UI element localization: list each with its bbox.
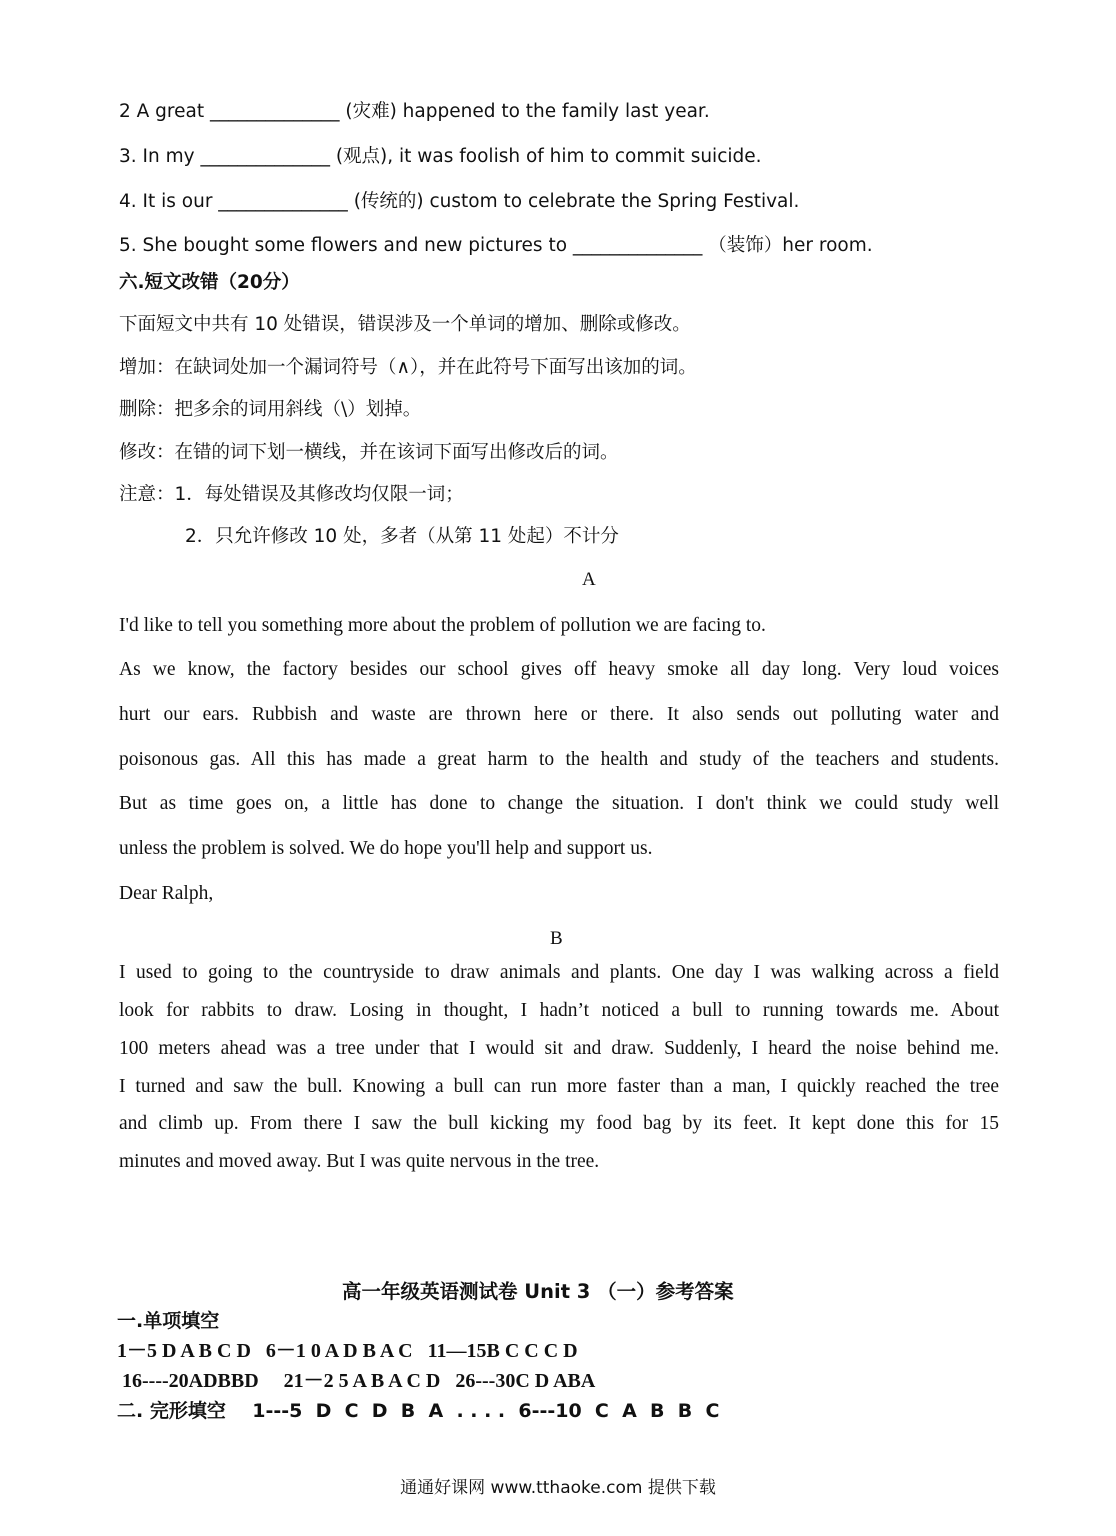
instruction-modify: 修改：在错的词下划一横线，并在该词下面写出修改后的词。	[119, 442, 619, 463]
passage-a-line: unless the problem is solved. We do hope you'll help and support us.	[119, 838, 653, 859]
blank-item-5: 5. She bought some flowers and new pictures to ______________ （装饰）her room.	[119, 235, 873, 256]
instruction-add: 增加：在缺词处加一个漏词符号（∧），并在此符号下面写出该加的词。	[119, 357, 697, 378]
blank-item-4: 4. It is our ______________ (传统的) custom to celebrate the Spring Festival.	[119, 191, 800, 212]
answer-key-title: 高一年级英语测试卷 Unit 3 （一）参考答案	[342, 1280, 734, 1303]
passage-a-label: A	[582, 569, 596, 590]
instruction-note-2: 2．只允许修改 10 处，多者（从第 11 处起）不计分	[185, 526, 619, 547]
passage-b-line: 100 meters ahead was a tree under that I would sit and draw. Suddenly, I heard the noise behind me.	[119, 1038, 999, 1059]
blank-item-3: 3. In my ______________ (观点), it was foolish of him to commit suicide.	[119, 146, 762, 167]
answer-row-cloze: 二. 完形填空 1---5 D C D B A . . . . 6---10 C A B B C	[117, 1400, 720, 1422]
passage-b-line: and climb up. From there I saw the bull kicking my food bag by its feet. It kept done this for 15	[119, 1113, 999, 1134]
passage-a-line: I'd like to tell you something more about the problem of pollution we are facing to.	[119, 615, 766, 636]
instruction-note-1: 注意：1．每处错误及其修改均仅限一词；	[119, 484, 464, 505]
answer-row: 1－5 D A B C D 6－1 0 A D B A C 11—15B C C C D	[117, 1340, 578, 1362]
passage-b-line: look for rabbits to draw. Losing in thought, I hadn’t noticed a bull to running towards me. About	[119, 1000, 999, 1021]
passage-a-line: hurt our ears. Rubbish and waste are thrown here or there. It also sends out polluting water and	[119, 704, 999, 725]
passage-b-line: I used to going to the countryside to draw animals and plants. One day I was walking across a field	[119, 962, 999, 983]
passage-a-line: As we know, the factory besides our school gives off heavy smoke all day long. Very loud voices	[119, 659, 999, 680]
passage-b-line: I turned and saw the bull. Knowing a bull can run more faster than a man, I quickly reached the tree	[119, 1076, 999, 1097]
passage-b-line: minutes and moved away. But I was quite nervous in the tree.	[119, 1151, 600, 1172]
passage-a-line: But as time goes on, a little has done to change the situation. I don't think we could study well	[119, 793, 999, 814]
instruction-delete: 删除：把多余的词用斜线（\）划掉。	[119, 399, 422, 420]
answer-row: 16----20ADBBD 21－2 5 A B A C D 26---30C D ABA	[117, 1370, 596, 1392]
footer-credit: 通通好课网 www.tthaoke.com 提供下载	[400, 1478, 716, 1498]
passage-a-line: poisonous gas. All this has made a great harm to the health and study of the teachers and students.	[119, 749, 999, 770]
section-6-heading: 六.短文改错（20分）	[119, 272, 300, 293]
instruction-line: 下面短文中共有 10 处错误，错误涉及一个单词的增加、删除或修改。	[119, 314, 691, 335]
passage-a-salutation: Dear Ralph,	[119, 883, 214, 904]
answer-section-1-heading: 一.单项填空	[117, 1310, 220, 1332]
blank-item-2: 2 A great ______________ (灾难) happened to the family last year.	[119, 101, 710, 122]
passage-b-label: B	[550, 928, 563, 949]
